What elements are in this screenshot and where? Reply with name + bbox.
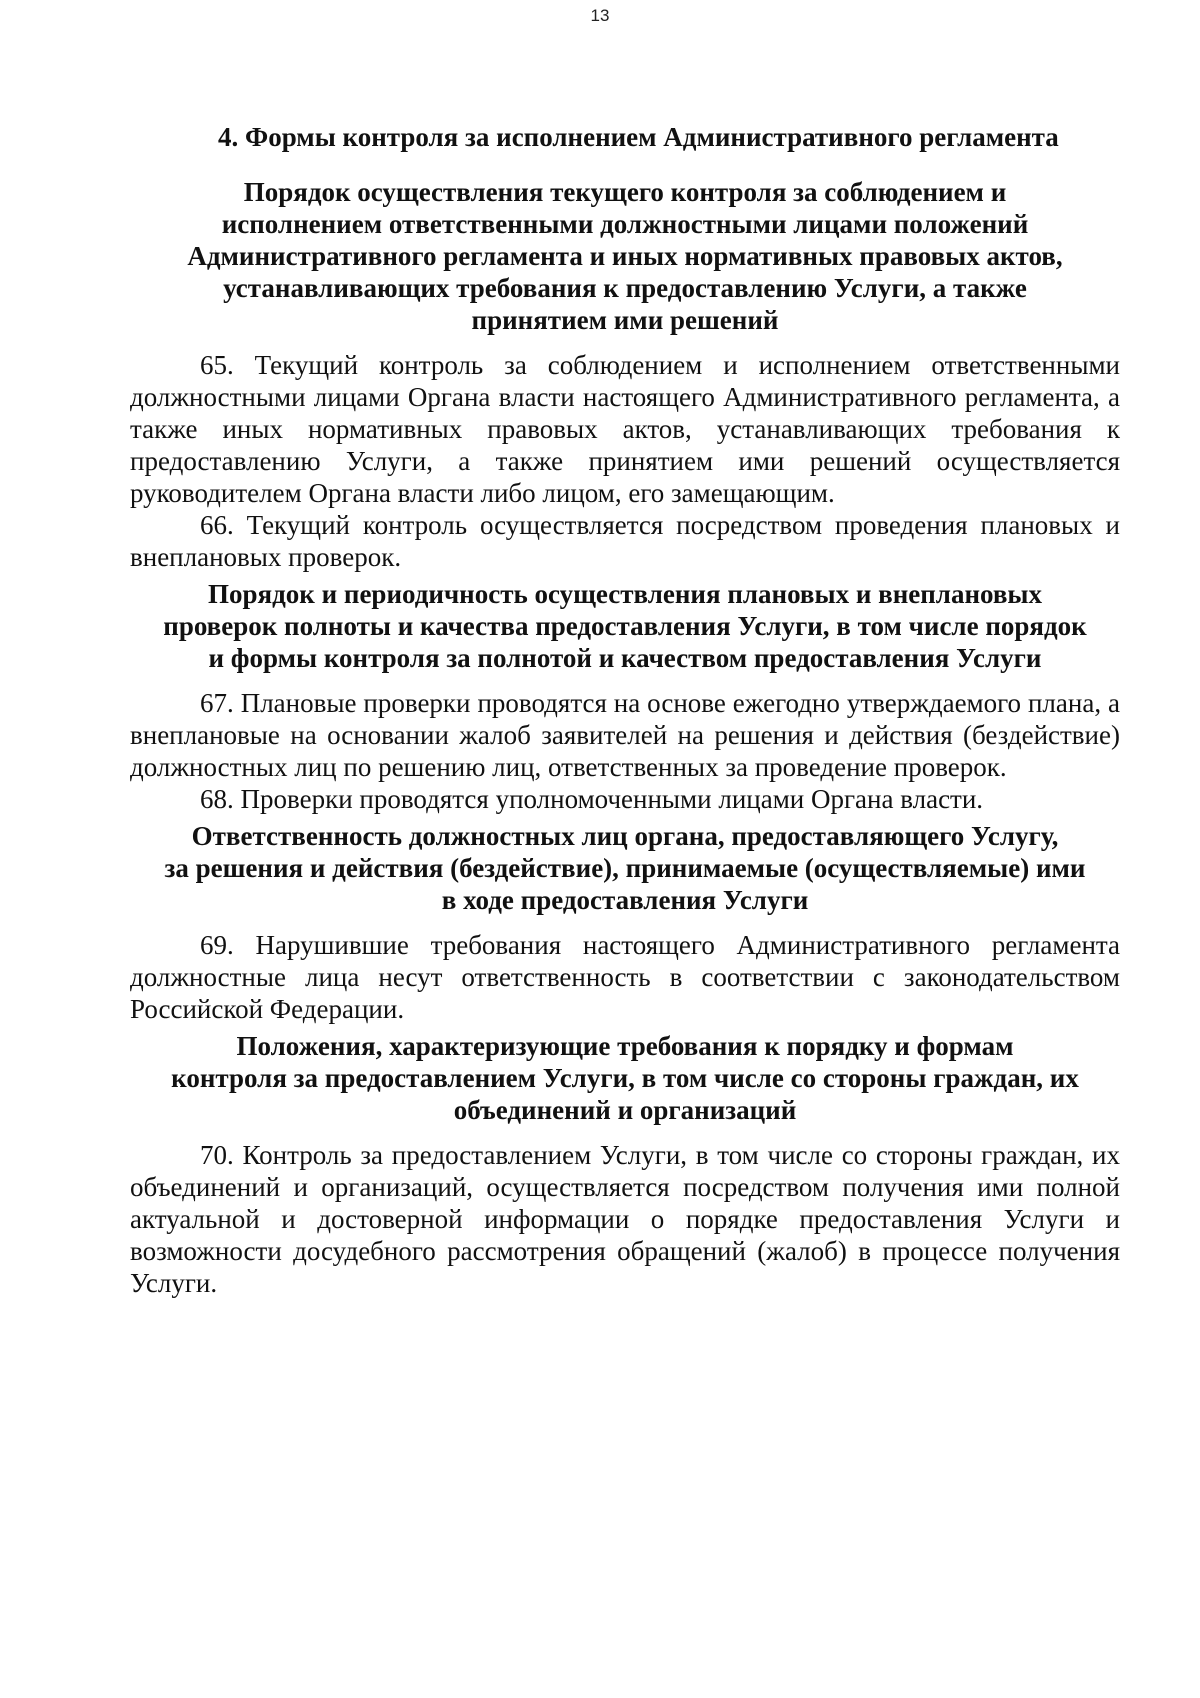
subheading (130, 1030, 1120, 1126)
paragraph-69: 69. Нарушившие требования настоящего Административного регламента должностные лица несут ответственность в соответствии с законодательством Российской Федерации. (130, 930, 1120, 1024)
paragraph-66: 66. Текущий контроль осуществляется посредством проведения плановых и внеплановых проверок. (130, 510, 1120, 572)
subheading-line: Положения, характеризующие требования к порядку и формам (236, 1031, 1014, 1061)
paragraph-68: 68. Проверки проводятся уполномоченными лицами Органа власти. (200, 784, 984, 814)
section-block-responsibility (130, 820, 1120, 1025)
subheading-line: проверок полноты и качества предоставления Услуги, в том числе порядок (163, 611, 1087, 641)
subheading-line: устанавливающих требования к предоставлению Услуги, а также (223, 273, 1027, 303)
document-body (130, 120, 1120, 1299)
subheading-line: контроля за предоставлением Услуги, в том числе со стороны граждан, их (171, 1063, 1079, 1093)
subheading-line: исполнением ответственными должностными лицами положений (221, 209, 1029, 239)
page-number: 13 (590, 6, 610, 25)
section-block-current-control (130, 176, 1120, 573)
subheading-line: Порядок и периодичность осуществления плановых и внеплановых (208, 579, 1042, 609)
subheading-line: принятием ими решений (471, 305, 779, 335)
subheading (130, 176, 1120, 336)
subheading-line: Ответственность должностных лиц органа, предоставляющего Услугу, (191, 821, 1059, 851)
section-title: 4. Формы контроля за исполнением Административного регламента (218, 122, 1059, 152)
subheading-line: Порядок осуществления текущего контроля за соблюдением и (243, 177, 1007, 207)
subheading-line: в ходе предоставления Услуги (441, 885, 809, 915)
section-block-inspections (130, 578, 1120, 815)
subheading-line: и формы контроля за полнотой и качеством предоставления Услуги (208, 643, 1042, 673)
subheading-line: Административного регламента и иных нормативных правовых актов, (187, 241, 1063, 271)
subheading-line: за решения и действия (бездействие), принимаемые (осуществляемые) ими (164, 853, 1086, 883)
paragraph-65: 65. Текущий контроль за соблюдением и исполнением ответственными должностными лицами Органа власти настоящего Административного регламента, а также иных нормативных правовых актов, устанавливающих требования к предоставлению Услуги, а также принятием ими решений осуществляется руководителем Органа власти либо лицом, его замещающим. (130, 350, 1120, 508)
subheading (130, 820, 1120, 916)
subheading (130, 578, 1120, 674)
section-block-public-control (130, 1030, 1120, 1299)
paragraph-67: 67. Плановые проверки проводятся на основе ежегодно утверждаемого плана, а внеплановые на основании жалоб заявителей на решения и действия (бездействие) должностных лиц по решению лиц, ответственных за проведение проверок. (130, 688, 1120, 782)
paragraph-70: 70. Контроль за предоставлением Услуги, в том числе со стороны граждан, их объединений и организаций, осуществляется посредством получения ими полной актуальной и достоверной информации о порядке предоставления Услуги и возможности досудебного рассмотрения обращений (жалоб) в процессе получения Услуги. (130, 1140, 1120, 1298)
subheading-line: объединений и организаций (453, 1095, 797, 1125)
